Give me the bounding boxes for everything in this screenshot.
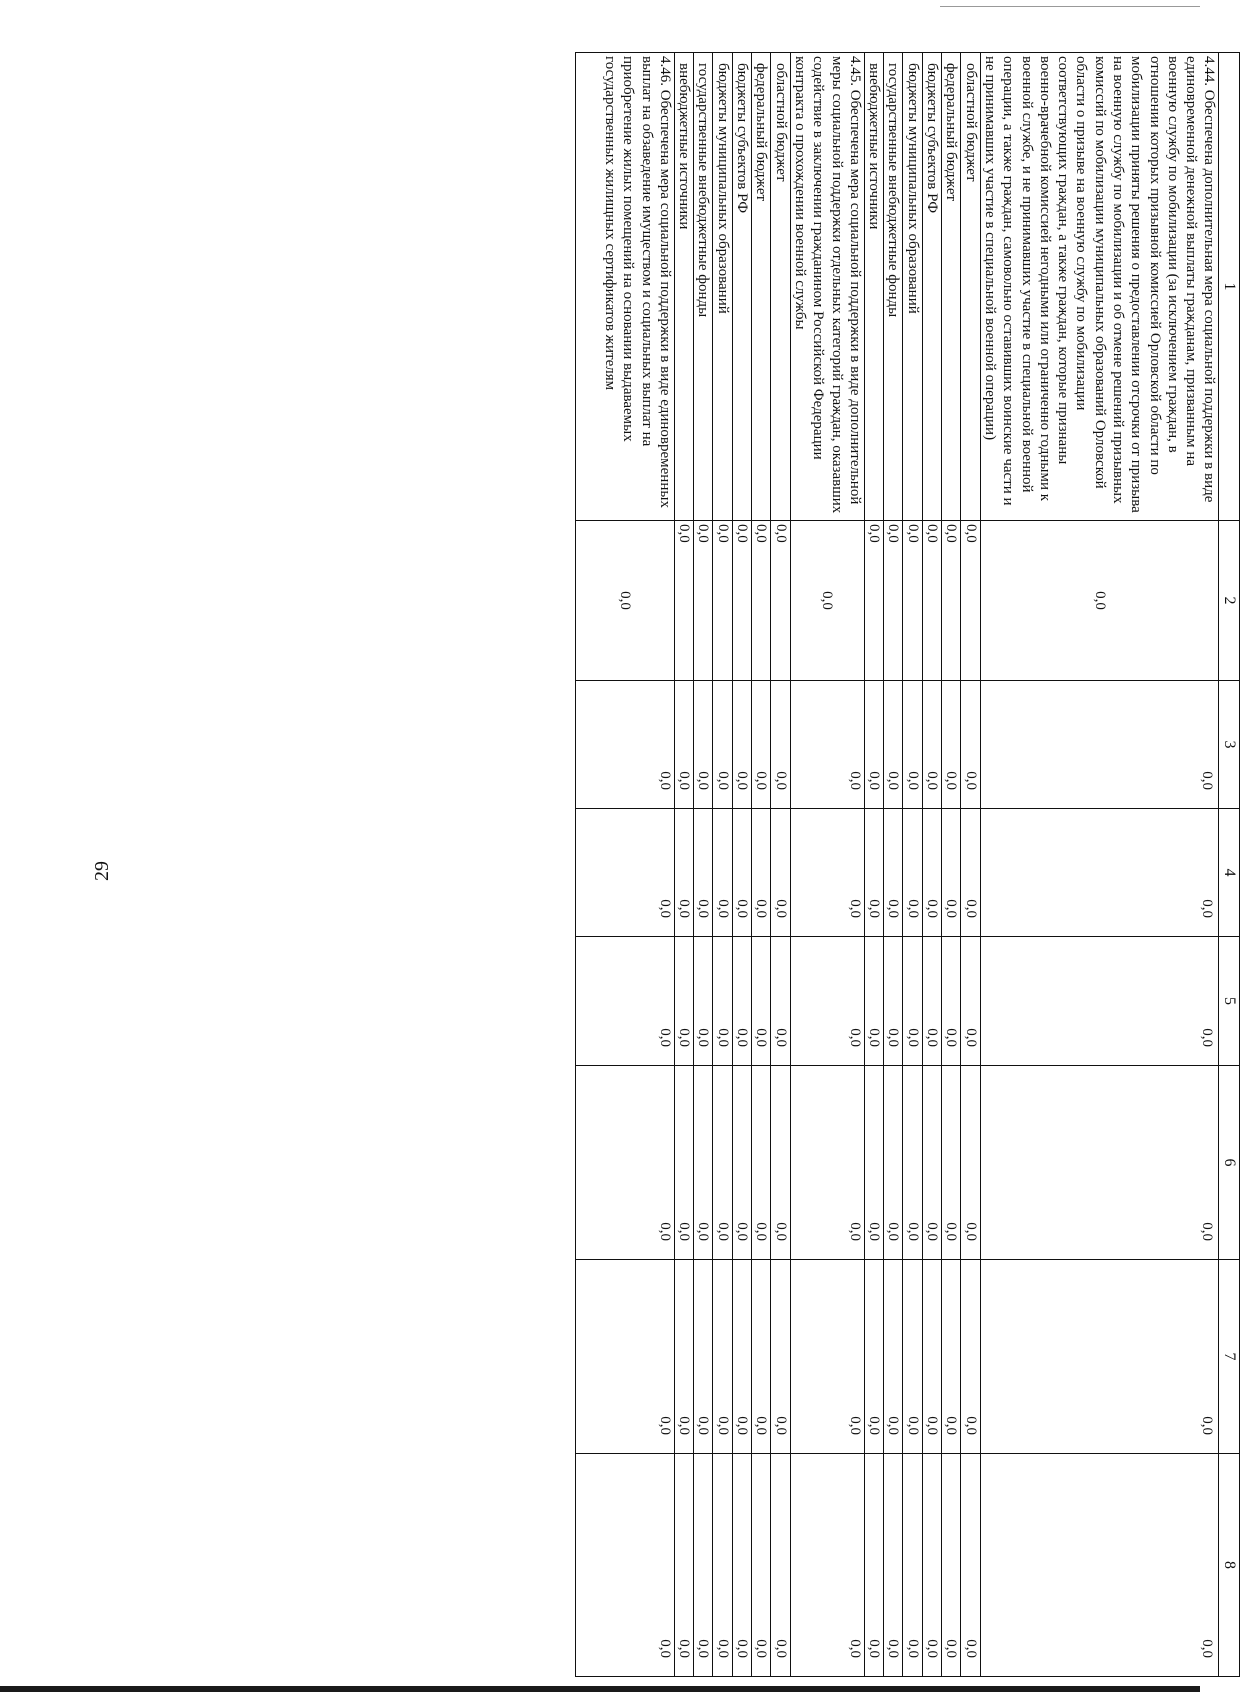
source-value: 0,0 bbox=[771, 809, 790, 937]
section-value: 0,0 bbox=[575, 1066, 674, 1260]
source-label: бюджеты муниципальных образований bbox=[903, 53, 922, 521]
source-label: государственные внебюджетные фонды bbox=[694, 53, 713, 521]
column-header: 3 bbox=[1219, 681, 1240, 809]
source-value: 0,0 bbox=[961, 681, 980, 809]
source-value: 0,0 bbox=[903, 937, 922, 1066]
source-value: 0,0 bbox=[752, 1260, 771, 1454]
source-row bbox=[922, 53, 941, 1677]
source-label: внебюджетные источники bbox=[674, 53, 693, 521]
source-value: 0,0 bbox=[752, 1454, 771, 1677]
source-value: 0,0 bbox=[752, 521, 771, 681]
source-value: 0,0 bbox=[903, 809, 922, 937]
source-value: 0,0 bbox=[942, 809, 961, 937]
source-value: 0,0 bbox=[713, 1066, 732, 1260]
section-value: 0,0 bbox=[790, 1066, 864, 1260]
source-row bbox=[942, 53, 961, 1677]
column-header: 4 bbox=[1219, 809, 1240, 937]
source-label: бюджеты муниципальных образований bbox=[713, 53, 732, 521]
source-value: 0,0 bbox=[674, 937, 693, 1066]
source-value: 0,0 bbox=[674, 1066, 693, 1260]
source-value: 0,0 bbox=[732, 937, 751, 1066]
source-row bbox=[752, 53, 771, 1677]
section-title: 4.44. Обеспечена дополнительная мера социальной поддержки в виде единовременной денежной выплаты гражданам, призванным на военную службу по мобилизации (за исключением граждан, в отношении которых призывной комиссией Орловской области по мобилизации приняты решения о предоставлении отсрочки от призыва на военную службу по мобилизации и об отмене решений призывных комиссий по мобилизации муниципальных образований Орловской области о призыве на военную службу по мобилизации соответствующих граждан, а также граждан, которые признаны военно-врачебной комиссией негодными или ограниченно годными к военной службе, и не принимавших участие в специальной военной операции, а также граждан, самовольно оставивших воинские части и не принимавших участие в специальной военной операции) bbox=[980, 53, 1219, 521]
source-value: 0,0 bbox=[694, 1066, 713, 1260]
source-value: 0,0 bbox=[674, 1454, 693, 1677]
source-value: 0,0 bbox=[713, 1454, 732, 1677]
source-value: 0,0 bbox=[961, 937, 980, 1066]
source-value: 0,0 bbox=[732, 1260, 751, 1454]
section-value: 0,0 bbox=[980, 681, 1219, 809]
source-value: 0,0 bbox=[884, 937, 903, 1066]
source-value: 0,0 bbox=[864, 937, 883, 1066]
section-value: 0,0 bbox=[790, 1260, 864, 1454]
source-value: 0,0 bbox=[903, 521, 922, 681]
source-value: 0,0 bbox=[674, 521, 693, 681]
source-value: 0,0 bbox=[903, 1454, 922, 1677]
scan-edge-top bbox=[940, 6, 1200, 7]
source-value: 0,0 bbox=[713, 809, 732, 937]
source-value: 0,0 bbox=[961, 1260, 980, 1454]
section-value: 0,0 bbox=[575, 681, 674, 809]
section-title: 4.46. Обеспечена мера социальной поддержки в виде единовременных выплат на обзаведение имуществом и социальных выплат на приобретение жилых помещений на основании выдаваемых государственных жилищных сертификатов жителям bbox=[575, 53, 674, 521]
section-total-value: 0,0 bbox=[980, 521, 1219, 681]
source-value: 0,0 bbox=[942, 1260, 961, 1454]
source-value: 0,0 bbox=[713, 1260, 732, 1454]
source-value: 0,0 bbox=[942, 1066, 961, 1260]
source-label: бюджеты субъектов РФ bbox=[732, 53, 751, 521]
section-value: 0,0 bbox=[980, 937, 1219, 1066]
source-value: 0,0 bbox=[884, 809, 903, 937]
source-row bbox=[694, 53, 713, 1677]
source-value: 0,0 bbox=[922, 521, 941, 681]
section-value: 0,0 bbox=[790, 681, 864, 809]
section-row bbox=[790, 53, 864, 1677]
section-value: 0,0 bbox=[790, 809, 864, 937]
source-value: 0,0 bbox=[771, 1454, 790, 1677]
section-row bbox=[575, 53, 674, 1677]
source-value: 0,0 bbox=[864, 809, 883, 937]
section-value: 0,0 bbox=[575, 1260, 674, 1454]
source-row bbox=[903, 53, 922, 1677]
column-header: 2 bbox=[1219, 521, 1240, 681]
section-value: 0,0 bbox=[575, 809, 674, 937]
source-value: 0,0 bbox=[771, 937, 790, 1066]
source-row bbox=[674, 53, 693, 1677]
source-value: 0,0 bbox=[864, 1260, 883, 1454]
source-value: 0,0 bbox=[884, 1454, 903, 1677]
source-value: 0,0 bbox=[694, 681, 713, 809]
source-value: 0,0 bbox=[732, 809, 751, 937]
section-total-value: 0,0 bbox=[575, 521, 674, 681]
source-label: областной бюджет bbox=[771, 53, 790, 521]
column-header-row bbox=[1219, 53, 1240, 1677]
source-value: 0,0 bbox=[903, 1066, 922, 1260]
source-value: 0,0 bbox=[713, 937, 732, 1066]
source-value: 0,0 bbox=[922, 937, 941, 1066]
source-value: 0,0 bbox=[922, 1454, 941, 1677]
budget-table bbox=[575, 52, 1240, 1677]
source-value: 0,0 bbox=[694, 937, 713, 1066]
source-value: 0,0 bbox=[942, 521, 961, 681]
source-value: 0,0 bbox=[864, 1066, 883, 1260]
source-value: 0,0 bbox=[713, 681, 732, 809]
column-header: 7 bbox=[1219, 1260, 1240, 1454]
section-value: 0,0 bbox=[980, 809, 1219, 937]
source-value: 0,0 bbox=[922, 681, 941, 809]
section-value: 0,0 bbox=[980, 1066, 1219, 1260]
source-label: внебюджетные источники bbox=[864, 53, 883, 521]
source-row bbox=[713, 53, 732, 1677]
source-value: 0,0 bbox=[732, 521, 751, 681]
source-value: 0,0 bbox=[961, 1066, 980, 1260]
source-row bbox=[864, 53, 883, 1677]
source-value: 0,0 bbox=[922, 1260, 941, 1454]
source-value: 0,0 bbox=[922, 809, 941, 937]
source-value: 0,0 bbox=[694, 809, 713, 937]
source-value: 0,0 bbox=[752, 937, 771, 1066]
page-number: 29 bbox=[91, 861, 113, 881]
column-header: 1 bbox=[1219, 53, 1240, 521]
section-title: 4.45. Обеспечена мера социальной поддержки в виде дополнительной меры социальной поддержки отдельных категорий граждан, оказавших содействие в заключении гражданином Российской Федерации контракта о прохождении военной службы bbox=[790, 53, 864, 521]
source-value: 0,0 bbox=[694, 1260, 713, 1454]
section-value: 0,0 bbox=[790, 1454, 864, 1677]
source-label: федеральный бюджет bbox=[942, 53, 961, 521]
source-row bbox=[732, 53, 751, 1677]
source-value: 0,0 bbox=[694, 521, 713, 681]
source-value: 0,0 bbox=[752, 681, 771, 809]
source-value: 0,0 bbox=[674, 809, 693, 937]
source-value: 0,0 bbox=[942, 681, 961, 809]
source-value: 0,0 bbox=[903, 681, 922, 809]
section-value: 0,0 bbox=[980, 1454, 1219, 1677]
source-value: 0,0 bbox=[732, 681, 751, 809]
source-value: 0,0 bbox=[903, 1260, 922, 1454]
column-header: 6 bbox=[1219, 1066, 1240, 1260]
source-value: 0,0 bbox=[771, 681, 790, 809]
section-value: 0,0 bbox=[575, 937, 674, 1066]
column-header: 5 bbox=[1219, 937, 1240, 1066]
table-body bbox=[575, 53, 1239, 1677]
scan-edge-bottom bbox=[0, 1686, 1200, 1692]
source-label: государственные внебюджетные фонды bbox=[884, 53, 903, 521]
source-label: областной бюджет bbox=[961, 53, 980, 521]
source-row bbox=[884, 53, 903, 1677]
rotated-page bbox=[148, 52, 1240, 1676]
source-value: 0,0 bbox=[732, 1454, 751, 1677]
source-value: 0,0 bbox=[864, 1454, 883, 1677]
source-value: 0,0 bbox=[713, 521, 732, 681]
source-value: 0,0 bbox=[864, 681, 883, 809]
source-label: федеральный бюджет bbox=[752, 53, 771, 521]
section-value: 0,0 bbox=[790, 937, 864, 1066]
source-value: 0,0 bbox=[942, 1454, 961, 1677]
source-value: 0,0 bbox=[884, 1066, 903, 1260]
source-label: бюджеты субъектов РФ bbox=[922, 53, 941, 521]
source-value: 0,0 bbox=[961, 521, 980, 681]
source-value: 0,0 bbox=[864, 521, 883, 681]
column-header: 8 bbox=[1219, 1454, 1240, 1677]
source-value: 0,0 bbox=[752, 809, 771, 937]
source-value: 0,0 bbox=[961, 809, 980, 937]
source-value: 0,0 bbox=[752, 1066, 771, 1260]
source-value: 0,0 bbox=[884, 1260, 903, 1454]
source-value: 0,0 bbox=[942, 937, 961, 1066]
source-value: 0,0 bbox=[922, 1066, 941, 1260]
source-value: 0,0 bbox=[771, 1066, 790, 1260]
source-value: 0,0 bbox=[694, 1454, 713, 1677]
section-total-value: 0,0 bbox=[790, 521, 864, 681]
source-row bbox=[771, 53, 790, 1677]
source-value: 0,0 bbox=[771, 1260, 790, 1454]
source-value: 0,0 bbox=[884, 681, 903, 809]
source-value: 0,0 bbox=[961, 1454, 980, 1677]
source-value: 0,0 bbox=[732, 1066, 751, 1260]
source-value: 0,0 bbox=[884, 521, 903, 681]
source-value: 0,0 bbox=[771, 521, 790, 681]
source-value: 0,0 bbox=[674, 1260, 693, 1454]
section-value: 0,0 bbox=[575, 1454, 674, 1677]
source-value: 0,0 bbox=[674, 681, 693, 809]
section-row bbox=[980, 53, 1219, 1677]
source-row bbox=[961, 53, 980, 1677]
section-value: 0,0 bbox=[980, 1260, 1219, 1454]
